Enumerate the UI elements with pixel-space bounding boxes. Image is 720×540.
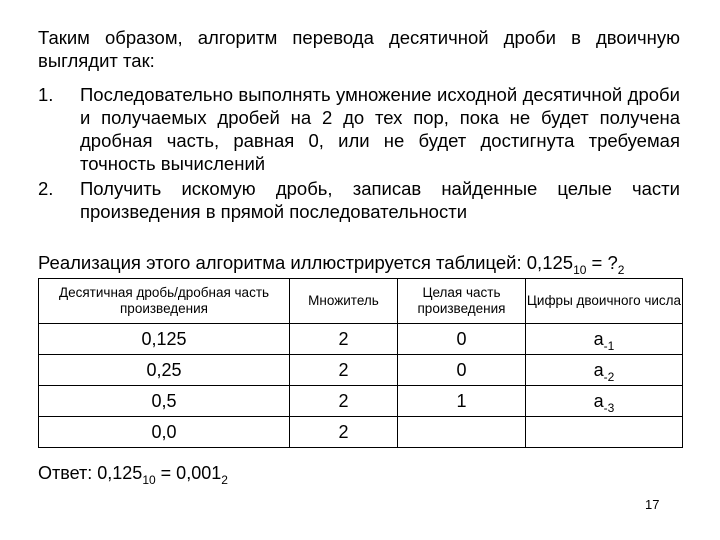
step-number: 2. bbox=[38, 178, 54, 199]
cell-digit bbox=[526, 386, 683, 417]
step-text: Последовательно выполнять умножение исходной десятичной дроби и получаемых дробей на 2 до тех пор, пока не будет получена дробная часть, равная 0, или не будет достигнута требуемая точность вычислений bbox=[80, 84, 680, 174]
implementation-line bbox=[38, 251, 698, 277]
cell-fraction: 0,5 bbox=[39, 386, 290, 417]
cell-integer bbox=[398, 417, 526, 448]
header-multiplier: Множитель bbox=[290, 279, 398, 324]
cell-fraction: 0,0 bbox=[39, 417, 290, 448]
implementation-text: Реализация этого алгоритма иллюстрируется таблицей: 0,125 bbox=[38, 252, 574, 273]
answer-prefix: Ответ: 0,125 bbox=[38, 463, 143, 483]
cell-digit bbox=[526, 355, 683, 386]
algorithm-steps bbox=[38, 83, 680, 225]
digit-letter: a bbox=[593, 328, 604, 349]
table-row bbox=[39, 386, 683, 417]
digit-letter: a bbox=[593, 359, 604, 380]
step-text: Получить искомую дробь, записав найденные целые части произведения в прямой последовательности bbox=[80, 178, 680, 222]
table-row bbox=[39, 417, 683, 448]
cell-digit bbox=[526, 417, 683, 448]
base-subscript: 2 bbox=[221, 473, 228, 487]
implementation-eq: = ? bbox=[586, 252, 618, 273]
digit-subscript: -1 bbox=[603, 338, 615, 353]
cell-multiplier: 2 bbox=[290, 324, 398, 355]
cell-digit bbox=[526, 324, 683, 355]
intro-paragraph: Таким образом, алгоритм перевода десятичной дроби в двоичную выглядит так: bbox=[38, 27, 680, 71]
header-digit: Цифры двоичного числа bbox=[526, 279, 683, 324]
base-subscript: 10 bbox=[142, 473, 156, 487]
answer-mid: = 0,001 bbox=[155, 463, 222, 483]
base-subscript: 2 bbox=[617, 263, 625, 277]
step-2 bbox=[38, 177, 680, 223]
base-subscript: 10 bbox=[573, 263, 587, 277]
conversion-table bbox=[38, 278, 683, 448]
table-row bbox=[39, 355, 683, 386]
cell-integer: 0 bbox=[398, 355, 526, 386]
cell-multiplier: 2 bbox=[290, 386, 398, 417]
table-row bbox=[39, 324, 683, 355]
digit-subscript: -2 bbox=[603, 369, 615, 384]
cell-integer: 1 bbox=[398, 386, 526, 417]
cell-fraction: 0,25 bbox=[39, 355, 290, 386]
digit-subscript: -3 bbox=[603, 400, 615, 415]
cell-multiplier: 2 bbox=[290, 355, 398, 386]
digit-letter: a bbox=[593, 390, 604, 411]
answer-line bbox=[38, 462, 228, 487]
step-1 bbox=[38, 83, 680, 175]
cell-fraction: 0,125 bbox=[39, 324, 290, 355]
table-header-row bbox=[39, 279, 683, 324]
cell-multiplier: 2 bbox=[290, 417, 398, 448]
page-number: 17 bbox=[645, 497, 660, 512]
cell-integer: 0 bbox=[398, 324, 526, 355]
header-integer: Целая часть произведения bbox=[398, 279, 526, 324]
step-number: 1. bbox=[38, 84, 54, 105]
header-fraction: Десятичная дробь/дробная часть произведения bbox=[39, 279, 290, 324]
